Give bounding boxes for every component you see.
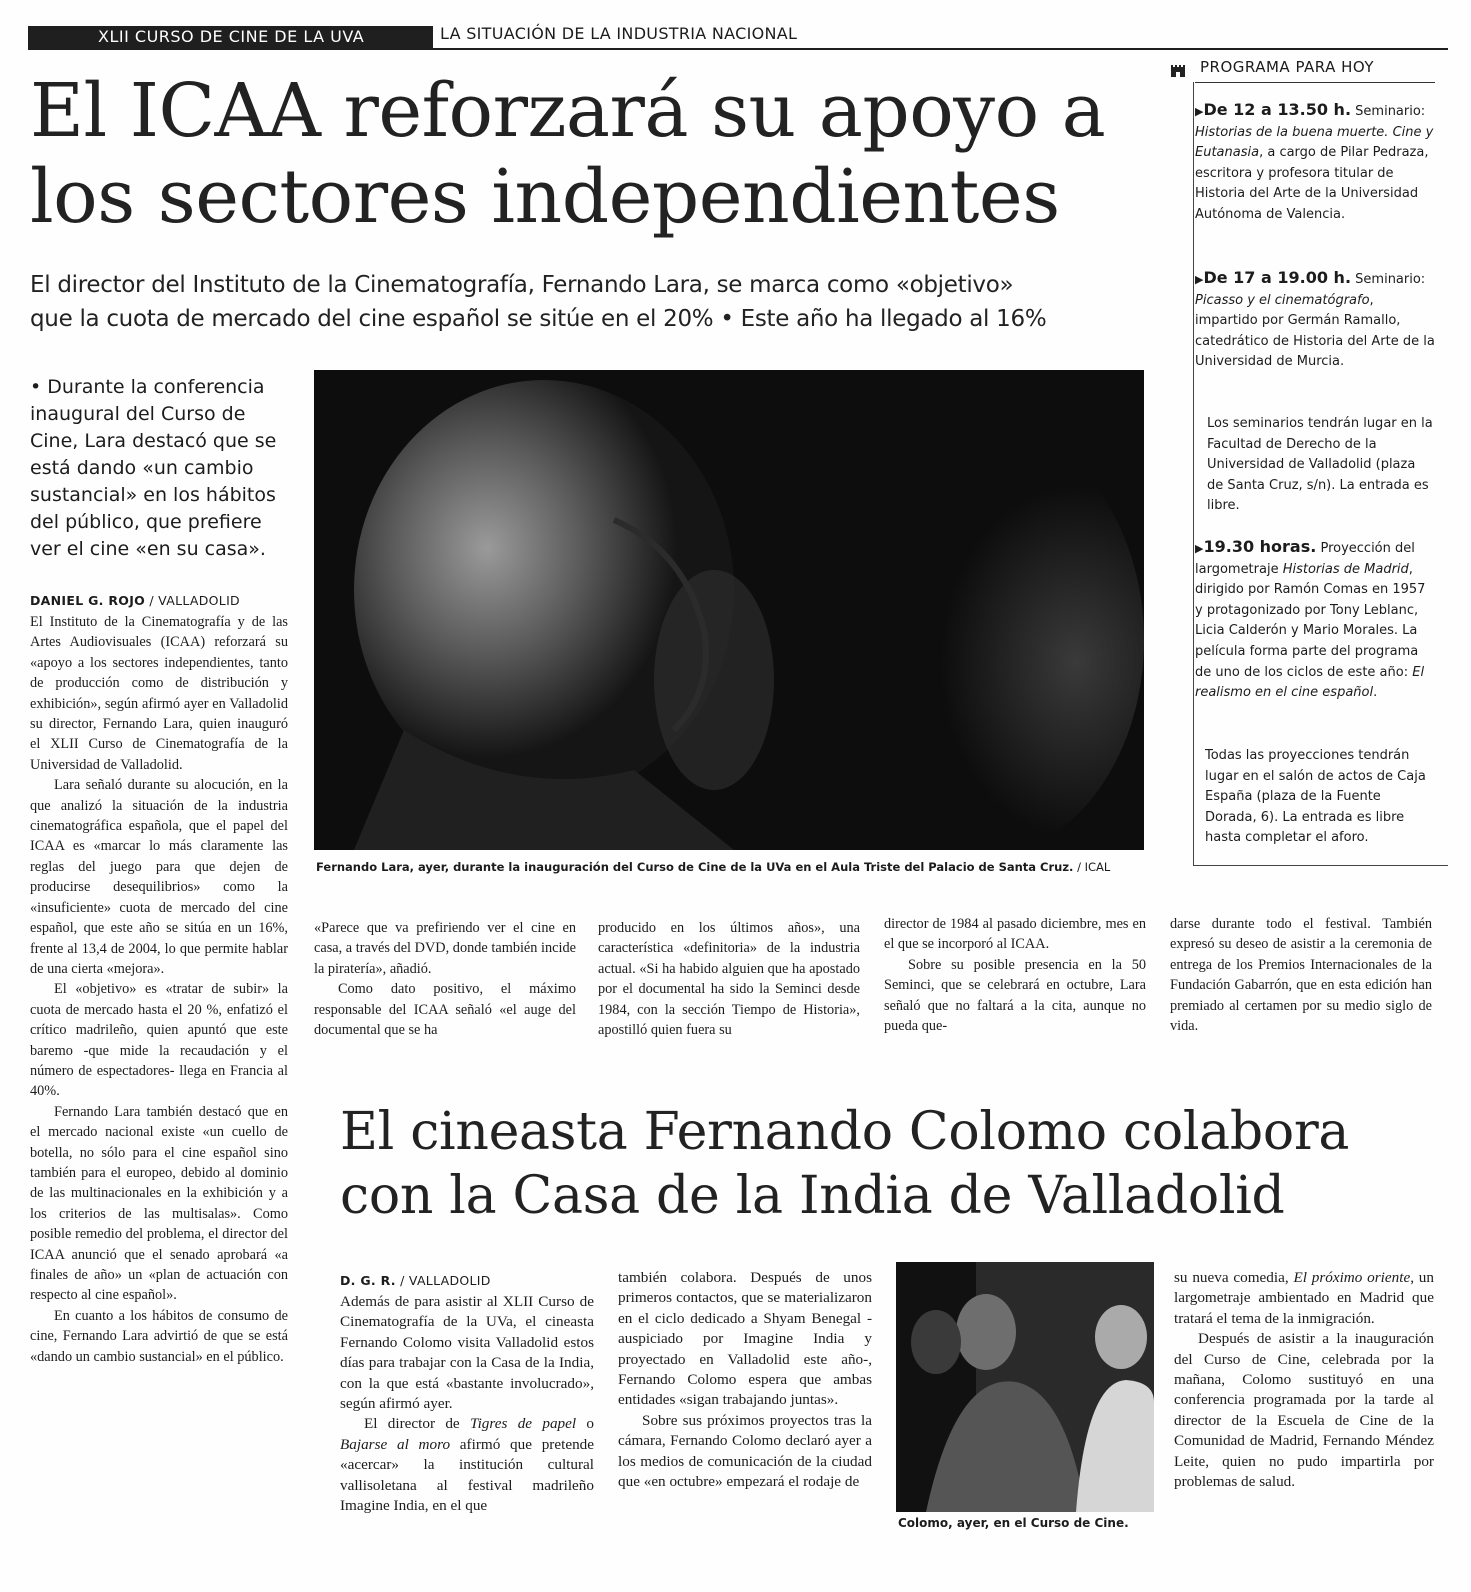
photo2-caption: Colomo, ayer, en el Curso de Cine. [898, 1516, 1129, 1530]
paragraph [340, 1414, 594, 1516]
paragraph: Además de para asistir al XLII Curso de Cinematografía de la UVa, el cineasta Fernando Colomo visita Valladolid estos días para trabajar con la Casa de la India, con la que está «bastante involucrado», según afirmó ayer. [340, 1293, 594, 1413]
program-text: , dirigido por Ramón Comas en 1957 y protagonizado por Tony Leblanc, Licia Calderón y Mario Morales. La película forma parte del programa de uno de los ciclos de este año: [1195, 561, 1426, 680]
photo-image [314, 370, 1144, 850]
program-text: , impartido por Germán Ramallo, catedrático de Historia del Arte de la Universidad de Murcia. [1195, 292, 1435, 370]
paragraph: director de 1984 al pasado diciembre, mes en el que se incorporó al ICAA. [884, 916, 1146, 953]
paragraph: producido en los últimos años», una característica «definitoria» de la industria actual. «Si ha habido alguien que ha apostado por el documental ha sido la Seminci desde 1984, con la sección Tiempo de Historia», apostilló quien fuera su [598, 920, 860, 1039]
caption-credit: / ICAL [1073, 860, 1111, 874]
article-column-5 [1170, 914, 1432, 1036]
film-title: El próximo oriente [1293, 1269, 1411, 1286]
text: , un largometraje ambientado en Madrid que tratará el tema de la inmigración. [1174, 1269, 1434, 1327]
photo-fernando-colomo [896, 1262, 1154, 1512]
program-title: Historias de Madrid [1282, 561, 1409, 577]
photo-caption [316, 860, 1156, 874]
article2-column-2 [618, 1268, 872, 1492]
article-column-1 [30, 612, 288, 1367]
program-text: Proyección del largometraje [1195, 541, 1415, 577]
paragraph: El Instituto de la Cinematografía y de las Artes Audiovisuales (ICAA) reforzará su «apoyo a los sectores independientes, tanto de producción como de distribución y exhibición», según afirmó ayer en Valladolid su director, Fernando Lara, quien inauguró el XLII Curso de Cinematografía de la Universidad de Valladolid. [30, 614, 288, 773]
paragraph: Como dato positivo, el máximo responsable del ICAA señaló «el auge del documental que se ha [314, 981, 576, 1039]
byline-2 [340, 1273, 491, 1288]
program-time: De 17 a 19.00 h. [1203, 268, 1352, 287]
byline-author: D. G. R. [340, 1273, 396, 1288]
program-time: 19.30 horas. [1203, 537, 1317, 556]
byline-separator: / [395, 1273, 409, 1288]
triangle-arrow-icon: ▶ [1195, 542, 1204, 555]
sidebar-bottom-border [1193, 865, 1448, 866]
paragraph: Después de asistir a la inauguración del Curso de Cine, celebrada por la mañana, Colomo sustituyó en una conferencia programada por la tarde al director de la Escuela de Cine de la Comunidad de Madrid, Fernando Méndez Leite, quien no pudo impartirla por problemas de salud. [1174, 1330, 1434, 1491]
paragraph: Sobre su posible presencia en la 50 Seminci, que se celebrará en octubre, Lara señaló que no faltará a la cita, aunque no pueda que- [884, 956, 1146, 1035]
program-item-2 [1195, 268, 1435, 373]
program-text: . [1373, 685, 1378, 701]
byline [30, 593, 240, 608]
triangle-arrow-icon: ▶ [1195, 105, 1204, 118]
header-rule [28, 48, 1448, 50]
subhead-line-2: que la cuota de mercado del cine español se sitúe en el 20% • Este año ha llegado al 16% [30, 306, 1047, 332]
text: El director de [364, 1415, 470, 1433]
paragraph: Lara señaló durante su alocución, en la que analizó la situación de la industria cinematográfica española, que el papel del ICAA es «marcar lo más claramente las reglas del juego para que dejen de producirse desequilibrios» como la «insuficiente» cuota de mercado del cine español, que este año se sitúa en un 16%, frente al 13,4 de 2004, lo que permite hablar de una cierta «mejora». [30, 777, 288, 977]
byline-author: DANIEL G. ROJO [30, 593, 146, 608]
program-time: De 12 a 13.50 h. [1203, 100, 1352, 119]
subhead-line-1: El director del Instituto de la Cinematografía, Fernando Lara, se marca como «objetivo» [30, 272, 1014, 298]
text: su nueva comedia, [1174, 1269, 1294, 1286]
paragraph: El «objetivo» es «tratar de subir» la cuota de mercado hasta el 20 %, enfatizó el crítico madrileño, quien apuntó que este baremo -que mide la recaudación y el número de espectadores- llega en Francia al 40%. [30, 981, 288, 1100]
paragraph: «Parece que va prefiriendo ver el cine en casa, a través del DVD, donde también incide la piratería», añadió. [314, 920, 576, 977]
seminar-note: Los seminarios tendrán lugar en la Facultad de Derecho de la Universidad de Valladolid (plaza de Santa Cruz, s/n). La entrada es libre. [1207, 416, 1433, 514]
program-item-1 [1195, 100, 1435, 226]
headline2-line-1: El cineasta Fernando Colomo colabora [340, 1102, 1350, 1162]
sidebar-title-rule [1195, 82, 1435, 83]
photo2-image [896, 1262, 1154, 1512]
byline-place: VALLADOLID [408, 1273, 491, 1288]
caption-text: Fernando Lara, ayer, durante la inauguración del Curso de Cine de la UVa en el Aula Triste del Palacio de Santa Cruz. [316, 860, 1074, 874]
section-tag: XLII CURSO DE CINE DE LA UVA [28, 26, 433, 48]
sidebar-title: PROGRAMA PARA HOY [1200, 58, 1375, 76]
text: o [576, 1415, 595, 1433]
byline-place: VALLADOLID [158, 593, 240, 608]
program-text: Seminario: [1351, 104, 1426, 119]
secondary-headline [340, 1100, 1440, 1228]
film-title: Tigres de papel [469, 1415, 577, 1433]
paragraph: darse durante todo el festival. También expresó su deseo de asistir a la ceremonia de entrega de los Premios Internacionales de la Fundación Gabarrón, que en esta edición han premiado al certamen por su medio siglo de vida. [1170, 916, 1432, 1035]
subheadline [30, 268, 1140, 336]
photo-fernando-lara [314, 370, 1144, 850]
main-headline [30, 68, 1170, 240]
paragraph: Sobre sus próximos proyectos tras la cámara, Fernando Colomo declaró ayer a los medios de comunicación de la ciudad que «en octubre» empezará el rodaje de [618, 1411, 872, 1491]
article2-column-3 [1174, 1268, 1434, 1492]
headline-line-2: los sectores independientes [30, 154, 1060, 240]
paragraph [1174, 1268, 1434, 1329]
lead-summary: • Durante la conferencia inaugural del Curso de Cine, Lara destacó que se está dando «un cambio sustancial» en los hábitos del público, que prefiere ver el cine «en su casa». [30, 376, 277, 560]
program-title: Historias de la buena muerte. Cine y Eutanasia [1195, 124, 1434, 161]
triangle-arrow-icon: ▶ [1195, 273, 1204, 286]
article-column-4 [884, 914, 1146, 1036]
program-title: Picasso y el cinematógrafo [1195, 292, 1370, 308]
headline-line-1: El ICAA reforzará su apoyo a [30, 68, 1106, 154]
headline2-line-2: con la Casa de la India de Valladolid [340, 1166, 1285, 1226]
film-title: Bajarse al moro [340, 1435, 451, 1453]
sidebar-left-border [1193, 82, 1194, 866]
article-column-3 [598, 918, 860, 1040]
program-text: Seminario: [1351, 272, 1426, 287]
program-cycle: El realismo en el cine español [1195, 664, 1425, 701]
paragraph: En cuanto a los hábitos de consumo de cine, Fernando Lara advirtió de que se está «dando un cambio sustancial» en el público. [30, 1307, 288, 1365]
paragraph: también colabora. Después de unos primeros contactos, que se materializaron en el ciclo dedicado a Shyam Benegal -auspiciado por Imagine India y proyectado en Valladolid este año-, Fernando Colomo espera que ambas entidades «sigan trabajando juntas». [618, 1269, 872, 1409]
projection-note: Todas las proyecciones tendrán lugar en el salón de actos de Caja España (plaza de la Fuente Dorada, 6). La entrada es libre hasta completar el aforo. [1205, 748, 1426, 846]
paragraph: Fernando Lara también destacó que en el mercado nacional existe «un cuello de botella, no sólo para el cine español sino también para el europeo, debido al dominio de las multinacionales en la exhibición y a los criterios de las multisalas». Como posible remedio del problema, el director del ICAA anunció que el senado aprobará «a finales de año» un «plan de actuación con respecto al cine español». [30, 1103, 288, 1304]
program-item-3 [1195, 537, 1435, 704]
article2-column-1 [340, 1292, 594, 1516]
section-topic: LA SITUACIÓN DE LA INDUSTRIA NACIONAL [440, 24, 798, 43]
article-column-2 [314, 918, 576, 1040]
byline-separator: / [145, 593, 159, 608]
program-text: , a cargo de Pilar Pedraza, escritora y profesora titular de Historia del Arte de la Universidad Autónoma de Valencia. [1195, 145, 1429, 222]
text: afirmó que pretende «acercar» la institución cultural vallisoletana al festival madrileño Imagine India, en el que [340, 1435, 594, 1515]
